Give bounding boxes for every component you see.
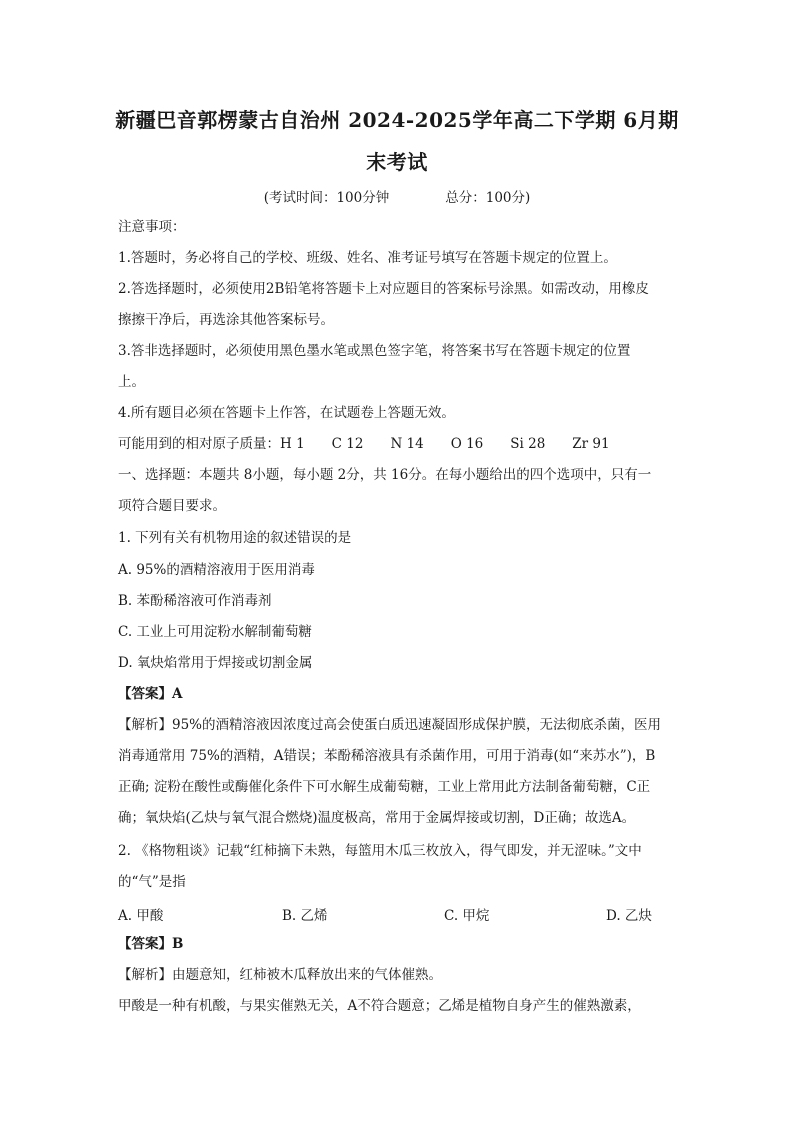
note-item: 2.答选择题时，必须使用2B铅笔将答题卡上对应题目的答案标号涂黑。如需改动，用橡皮 bbox=[118, 281, 649, 297]
q1-option-a: A. 95%的酒精溶液用于医用消毒 bbox=[118, 562, 315, 578]
atomic-masses: 可能用到的相对原子质量：H 1 C 12 N 14 O 16 Si 28 Zr 91 bbox=[118, 436, 610, 452]
q1-analysis: 确；氧炔焰(乙炔与氧气混合燃烧)温度极高，常用于金属焊接或切割，D正确；故选A。 bbox=[118, 810, 636, 826]
q2-option-c: C. 甲烷 bbox=[444, 908, 490, 924]
note-item: 3.答非选择题时，必须使用黑色墨水笔或黑色签字笔，将答案书写在答题卡规定的位置 bbox=[118, 343, 631, 359]
q2-stem: 2. 《格物粗谈》记载“红柿摘下未熟，每篮用木瓜三枚放入，得气即发，并无涩味。”文中 bbox=[118, 843, 642, 859]
notes-heading: 注意事项： bbox=[118, 219, 186, 235]
q1-option-c: C. 工业上可用淀粉水解制葡萄糖 bbox=[118, 624, 312, 640]
q2-option-a: A. 甲酸 bbox=[118, 908, 164, 924]
q1-option-b: B. 苯酚稀溶液可作消毒剂 bbox=[118, 593, 272, 609]
exam-meta bbox=[0, 186, 794, 206]
section1-intro: 一、选择题：本题共 8小题，每小题 2分，共 16分。在每小题给出的四个选项中，只有一 bbox=[118, 467, 652, 483]
section1-intro: 项符合题目要求。 bbox=[118, 498, 226, 514]
note-item: 4.所有题目必须在答题卡上作答，在试题卷上答题无效。 bbox=[118, 405, 455, 421]
note-item: 擦擦干净后，再选涂其他答案标号。 bbox=[118, 312, 334, 328]
q1-answer: 【答案】A bbox=[118, 686, 183, 702]
q1-analysis: 消毒通常用 75%的酒精，A错误；苯酚稀溶液具有杀菌作用，可用于消毒(如“来苏水”)，B bbox=[118, 748, 656, 764]
total-score: 总分：100分) bbox=[445, 190, 531, 206]
q1-stem: 1. 下列有关有机物用途的叙述错误的是 bbox=[118, 530, 352, 546]
q2-answer: 【答案】B bbox=[118, 936, 184, 952]
exam-time: (考试时间：100分钟 bbox=[263, 190, 390, 206]
exam-title-line1: 新疆巴音郭楞蒙古自治州 2024-2025学年高二下学期 6月期 bbox=[115, 108, 679, 132]
q2-analysis: 甲酸是一种有机酸，与果实催熟无关，A不符合题意；乙烯是植物自身产生的催熟激素， bbox=[118, 998, 641, 1014]
note-item: 上。 bbox=[118, 374, 145, 390]
q2-stem: 的“气”是指 bbox=[118, 874, 186, 890]
note-item: 1.答题时，务必将自己的学校、班级、姓名、准考证号填写在答题卡规定的位置上。 bbox=[118, 250, 617, 266]
q1-analysis: 【解析】95%的酒精溶液因浓度过高会使蛋白质迅速凝固形成保护膜，无法彻底杀菌，医用 bbox=[118, 717, 662, 733]
q2-option-d: D. 乙炔 bbox=[606, 908, 652, 924]
q1-analysis: 正确; 淀粉在酸性或酶催化条件下可水解生成葡萄糖，工业上常用此方法制备葡萄糖，C正 bbox=[118, 779, 651, 795]
exam-title-line2: 末考试 bbox=[366, 150, 428, 174]
q1-option-d: D. 氧炔焰常用于焊接或切割金属 bbox=[118, 655, 313, 671]
q2-analysis: 【解析】由题意知，红柿被木瓜释放出来的气体催熟。 bbox=[118, 967, 442, 983]
q2-option-b: B. 乙烯 bbox=[282, 908, 328, 924]
